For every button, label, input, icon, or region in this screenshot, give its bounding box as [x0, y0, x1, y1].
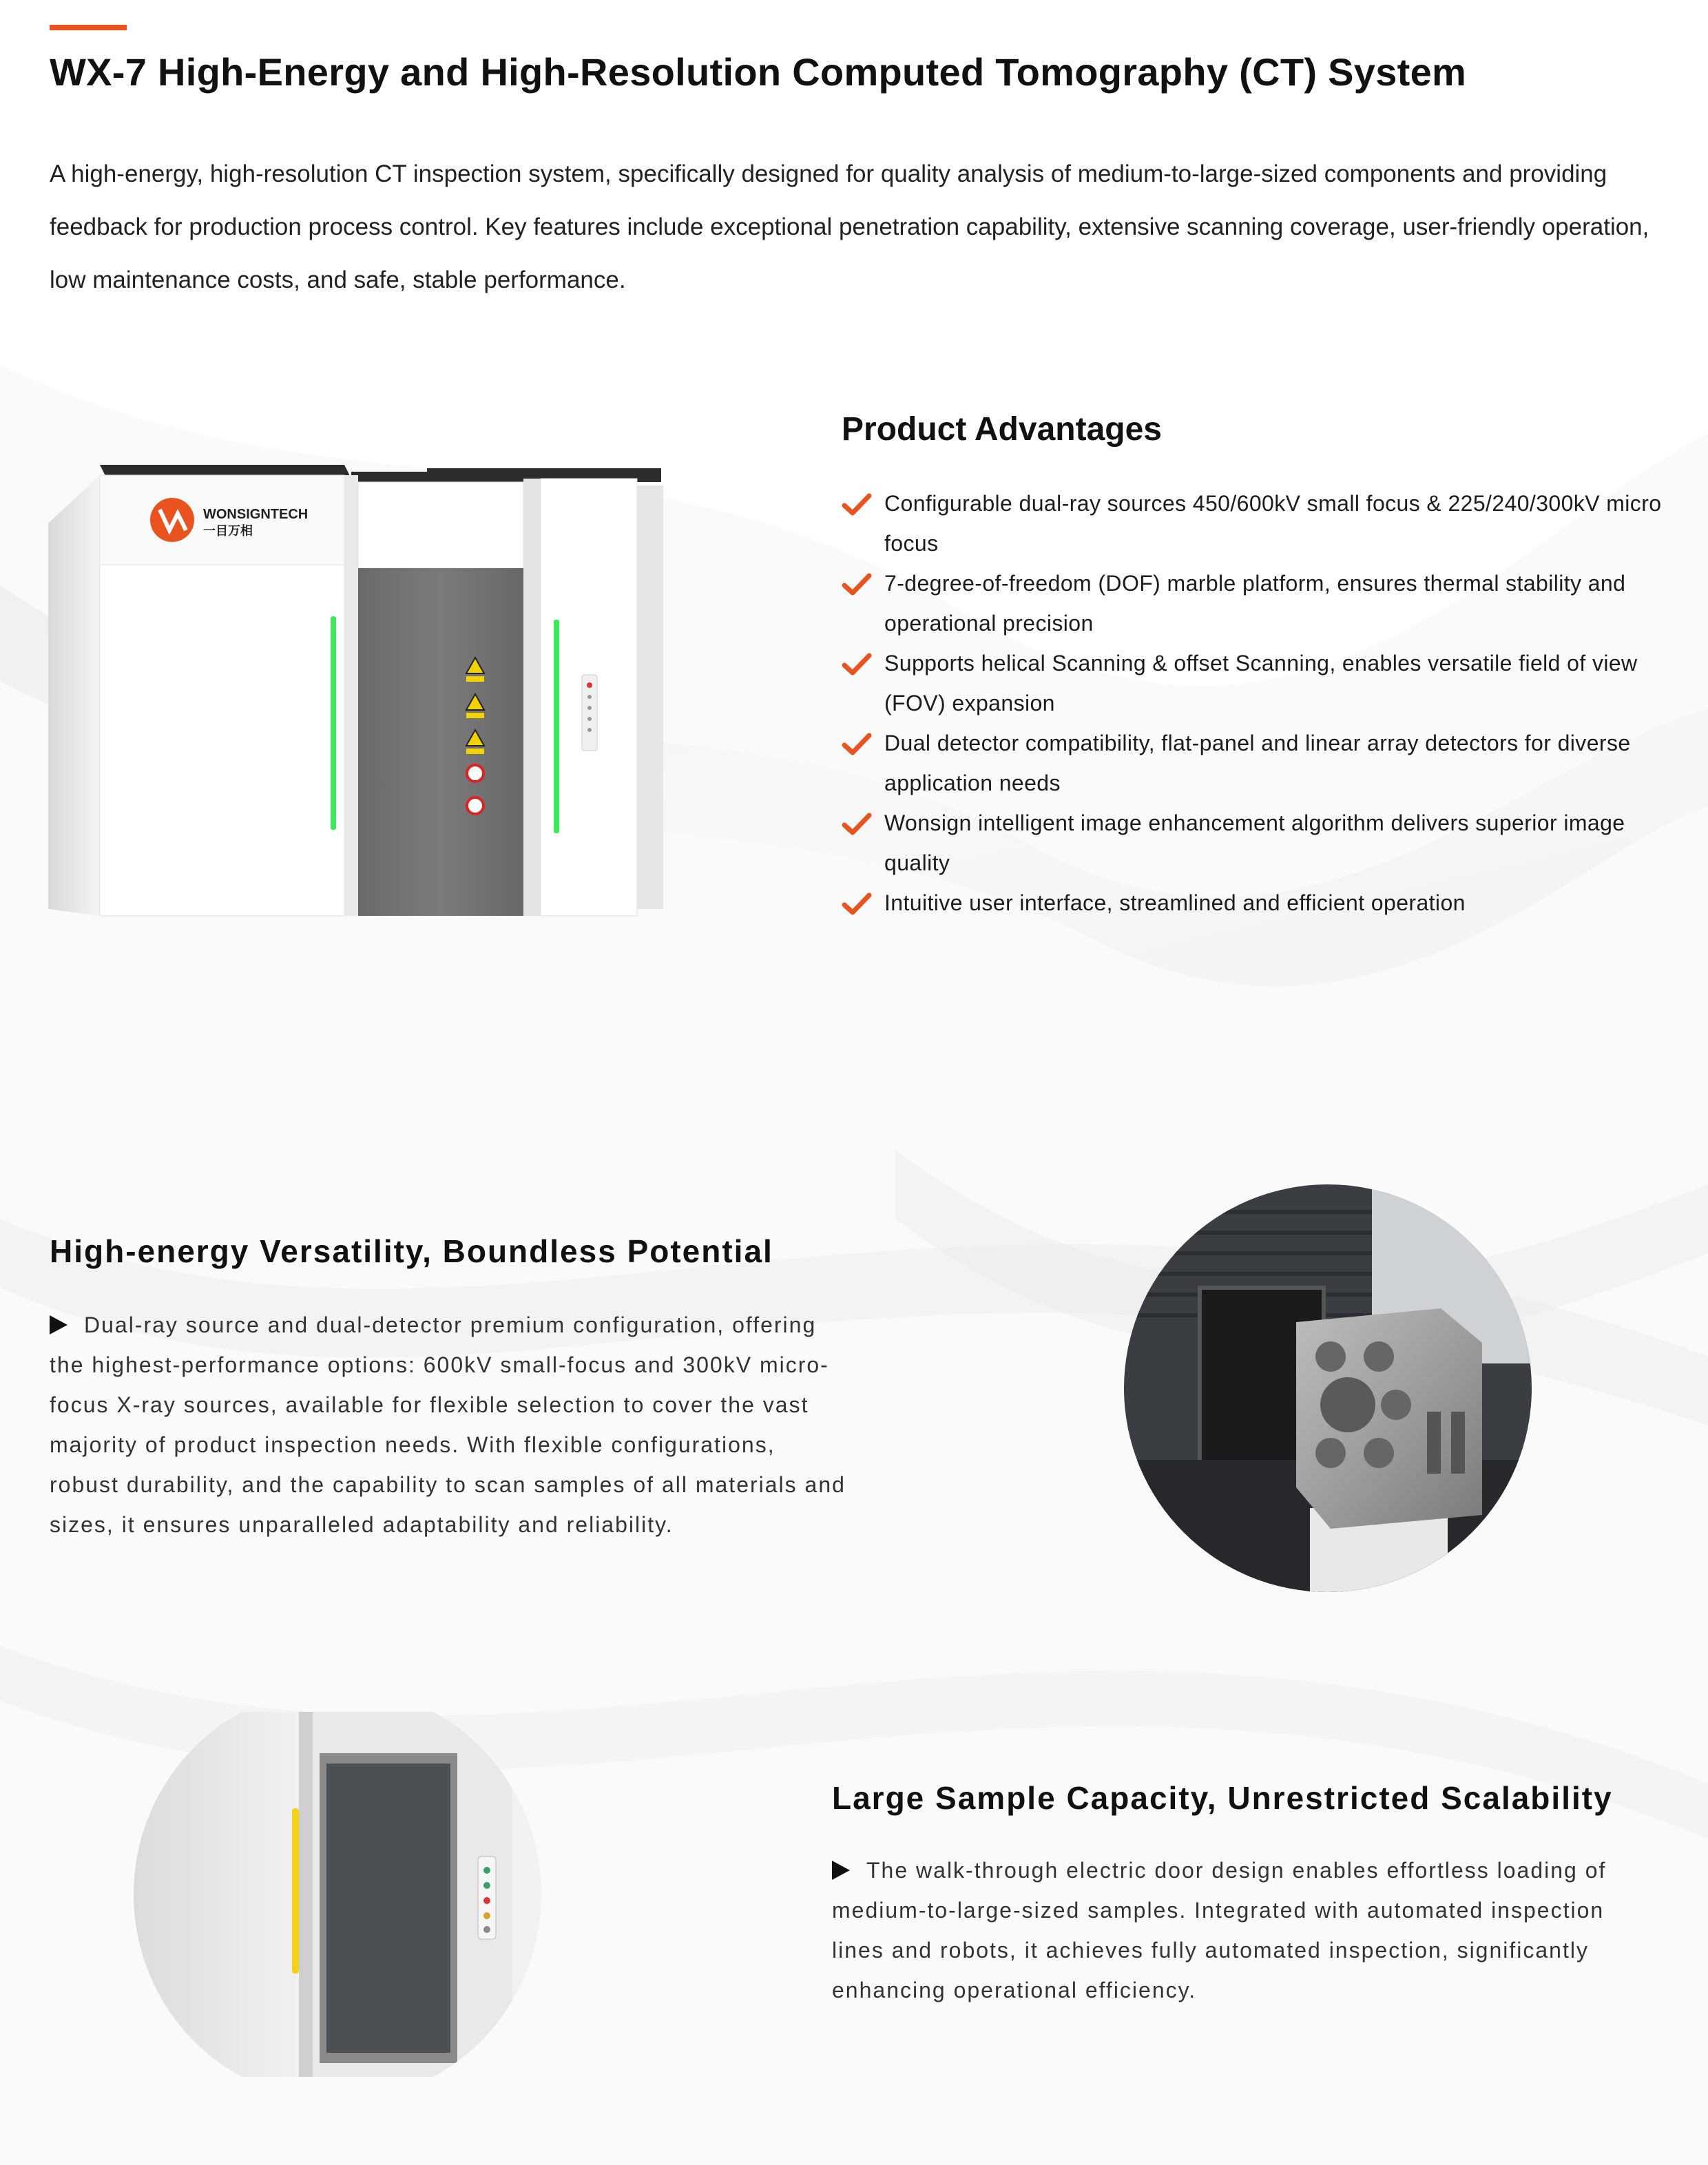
list-item: [842, 723, 1668, 803]
title-accent-bar: [50, 25, 127, 30]
advantage-text: Wonsign intelligent image enhancement algorithm delivers superior image quality: [884, 810, 1625, 875]
list-item: [842, 563, 1668, 643]
versatility-body-text: Dual-ray source and dual-detector premium configuration, offering the highest-performance options: 600kV small-focus and 300kV micro-focus X-ray sources, available for flexible selection to cover the vast majority of product inspection needs. With flexible configurations, robust durability, and the capability to scan samples of all materials and sizes, it ensures unparalleled adaptability and reliability.: [50, 1312, 846, 1537]
list-item: [842, 483, 1668, 563]
versatility-body: [50, 1305, 848, 1545]
list-item: [842, 883, 1668, 923]
brand-logo-cn: 一目万相: [203, 524, 253, 538]
check-icon: [842, 493, 872, 516]
ct-system-image: [41, 454, 689, 930]
capacity-body: [832, 1850, 1658, 2010]
versatility-title: High-energy Versatility, Boundless Potential: [50, 1233, 773, 1269]
advantages-title: Product Advantages: [842, 411, 1162, 448]
check-icon: [842, 653, 872, 676]
check-icon: [842, 573, 872, 596]
advantage-text: Supports helical Scanning & offset Scanning, enables versatile field of view (FOV) expansion: [884, 651, 1638, 715]
check-icon: [842, 892, 872, 916]
capacity-title: Large Sample Capacity, Unrestricted Scalability: [832, 1780, 1613, 1816]
sample-part-photo: [1124, 1184, 1532, 1592]
advantage-text: Dual detector compatibility, flat-panel and linear array detectors for diverse application needs: [884, 731, 1631, 795]
advantage-text: 7-degree-of-freedom (DOF) marble platform, ensures thermal stability and operational precision: [884, 571, 1626, 636]
triangle-bullet-icon: [50, 1315, 67, 1335]
advantage-text: Intuitive user interface, streamlined and efficient operation: [884, 890, 1466, 915]
advantages-list: [842, 483, 1668, 923]
walk-through-door-photo: [134, 1712, 541, 2077]
list-item: [842, 643, 1668, 723]
list-item: [842, 803, 1668, 883]
brand-logo-text: WONSIGNTECH: [203, 507, 309, 522]
page-title: WX-7 High-Energy and High-Resolution Computed Tomography (CT) System: [50, 50, 1467, 94]
triangle-bullet-icon: [832, 1861, 850, 1880]
advantage-text: Configurable dual-ray sources 450/600kV small focus & 225/240/300kV micro focus: [884, 491, 1662, 556]
check-icon: [842, 733, 872, 756]
intro-paragraph: A high-energy, high-resolution CT inspection system, specifically designed for quality analysis of medium-to-large-sized components and providing feedback for production process control. Key features include exceptional penetration capability, extensive scanning coverage, user-friendly operation, low maintenance costs, and safe, stable performance.: [50, 160, 1649, 293]
capacity-body-text: The walk-through electric door design enables effortless loading of medium-to-large-sized samples. Integrated with automated inspection lines and robots, it achieves fully automated inspection, significantly enhancing operational efficiency.: [832, 1858, 1607, 2002]
check-icon: [842, 813, 872, 836]
